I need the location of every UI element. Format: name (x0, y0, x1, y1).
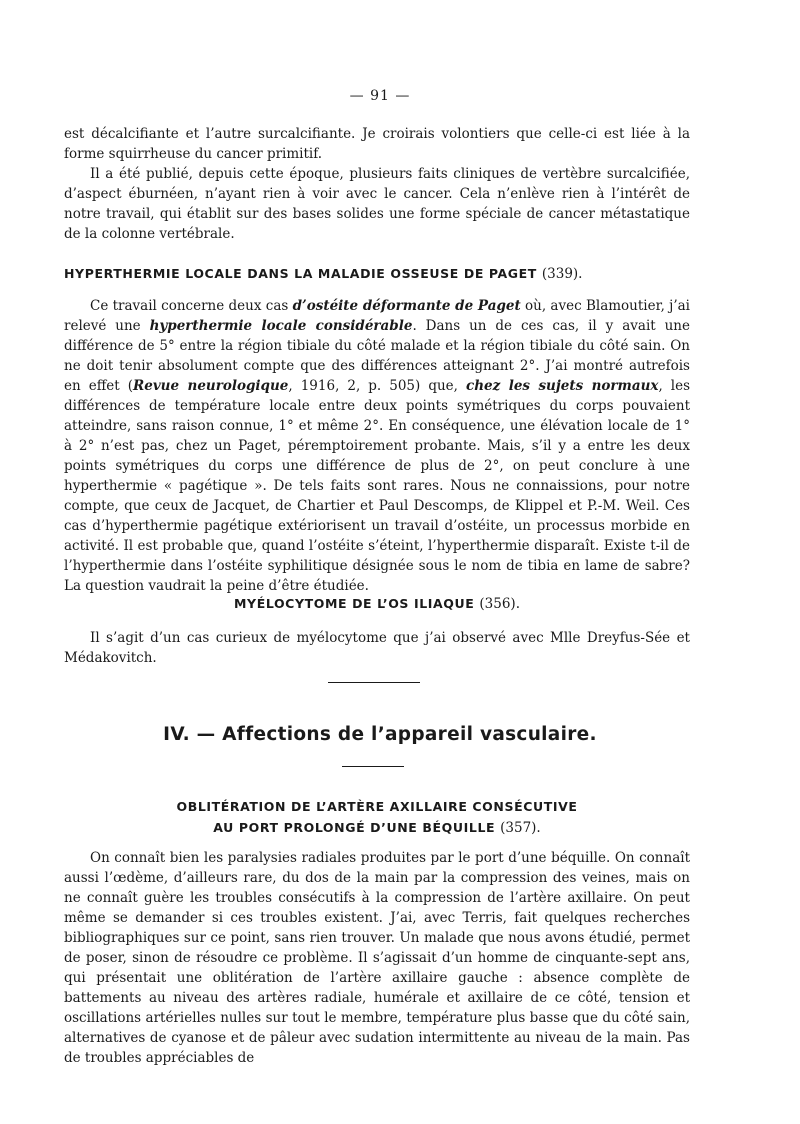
paget-emphasis-1: d’ostéite déformante de Paget (292, 298, 521, 314)
axillary-heading-line-2-text: AU PORT PROLONGÉ D’UNE BÉQUILLE (213, 820, 496, 835)
page-number: — 91 — (349, 88, 411, 104)
paget-text-1: Ce travail concerne deux cas (90, 298, 293, 314)
paget-heading-title: HYPERTHERMIE LOCALE DANS LA MALADIE OSSEUSE DE PAGET (64, 266, 537, 281)
paget-emphasis-2: hyperthermie locale considérable (149, 318, 413, 334)
paget-emphasis-4: chez les sujets normaux (465, 378, 659, 394)
myelocytome-body (64, 628, 690, 668)
myelocytome-heading (64, 596, 690, 612)
paget-heading-ref: (339). (541, 266, 583, 282)
intro-paragraph-2: Il a été publié, depuis cette époque, plusieurs faits cliniques de vertèbre surcalcifiée, d’aspect éburnéen, n’ayant rien à voir avec le cancer. Cela n’enlève rien à l’intérêt de notre travail, qui établit sur des bases solides une forme spéciale de cancer métastatique de la colonne vertébrale. (64, 166, 690, 242)
axillary-heading-ref: (357). (500, 820, 541, 836)
section-divider (328, 682, 420, 683)
paget-paragraph (64, 296, 690, 596)
chapter-title: IV. — Affections de l’appareil vasculaire. (163, 724, 597, 745)
paget-text-4: , 1916, 2, p. 505) que, (288, 378, 466, 394)
axillary-body (64, 848, 690, 1068)
intro-block (64, 124, 690, 244)
paget-body (64, 296, 690, 596)
axillary-paragraph: On connaît bien les paralysies radiales produites par le port d’une béquille. On connaît aussi l’œdème, d’ailleurs rare, du dos de la main par la compression des veines, mais on ne connaît guère les troubles consécutifs à la compression de l’artère axillaire. On peut même se demander si ces troubles existent. J’ai, avec Terris, fait quelques recherches bibliographiques sur ce point, sans rien trouver. Un malade que nous avons étudié, permet de poser, sinon de résoudre ce problème. Il s’agissait d’un homme de cinquante-sept ans, qui présentait une oblitération de l’artère axillaire gauche : absence complète de battements au niveau des artères radiale, humérale et axillaire de ce côté, tension et oscillations artérielles nulles sur tout le membre, température plus basse que du côté sain, alternatives de cyanose et de pâleur avec sudation intermittente au niveau de la main. Pas de troubles appréciables de (64, 850, 690, 1066)
intro-paragraph-1: est décalcifiante et l’autre surcalcifiante. Je croirais volontiers que celle-ci est liée à la forme squirrheuse du cancer primitif. (64, 126, 690, 162)
paget-emphasis-3: Revue neurologique (133, 378, 289, 394)
axillary-heading-line-2 (64, 817, 690, 839)
paget-heading (64, 266, 690, 282)
myelocytome-paragraph: Il s’agit d’un cas curieux de myélocytome que j’ai observé avec Mlle Dreyfus-Sée et Médakovitch. (64, 630, 690, 666)
myelocytome-heading-title: MYÉLOCYTOME DE L’OS ILIAQUE (234, 596, 475, 611)
paget-text-3: . Dans un de ces cas, il y avait une différence de 5° entre la région tibiale du côté malade et la région tibiale du côté sain. On ne doit tenir absolument compte que des différences atteignant 2°. J’ai montré autrefois en effet ( (64, 318, 690, 394)
chapter-divider (342, 766, 404, 767)
paget-text-5: , les différences de température locale entre deux points symétriques du corps pouvaient atteindre, sans raison connue, 1° et même 2°. En conséquence, une élévation locale de 1° à 2° n’est pas, chez un Paget, péremptoirement probante. Mais, s’il y a entre les deux points symétriques du corps une différence de plus de 2°, on peut conclure à une hyperthermie « pagétique ». De tels faits sont rares. Nous ne connaissions, pour notre compte, que ceux de Jacquet, de Chartier et Paul Descomps, de Klippel et P.-M. Weil. Ces cas d’hyperthermie pagétique extériorisent un travail d’ostéite, un processus morbide en activité. Il est probable que, quand l’ostéite s’éteint, l’hyperthermie disparaît. Existe t-il de l’hyperthermie dans l’ostéite syphilitique désignée sous le nom de tibia en lame de sabre? La question vaudrait la peine d’être étudiée. (64, 378, 691, 594)
axillary-heading-line-1: OBLITÉRATION DE L’ARTÈRE AXILLAIRE CONSÉCUTIVE (176, 799, 578, 814)
myelocytome-heading-ref: (356). (479, 596, 520, 612)
axillary-heading (64, 796, 690, 839)
paget-text-2: où, avec Blamoutier, j’ai relevé une (64, 298, 691, 334)
